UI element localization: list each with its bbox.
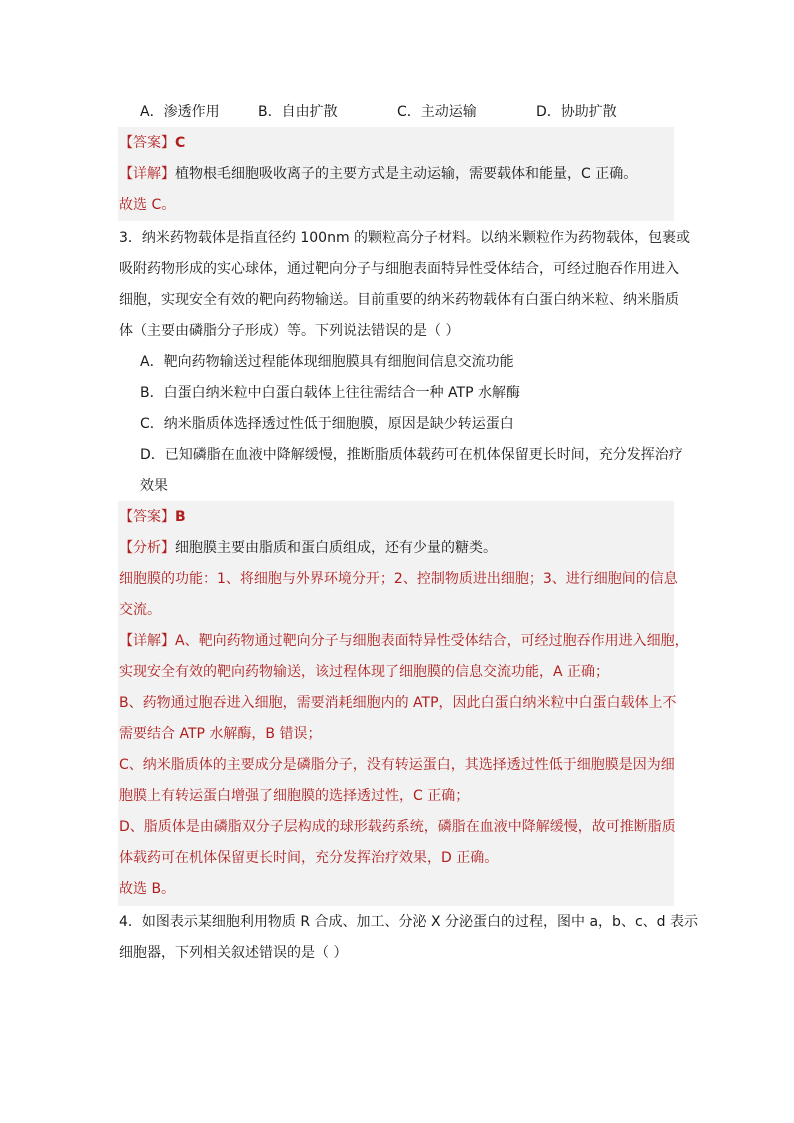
q4-stem-line: 细胞器，下列相关叙述错误的是（ ）	[119, 945, 348, 961]
answer-tag: 【答案】	[119, 135, 175, 151]
q3-option-b: B．白蛋白纳米粒中白蛋白载体上往往需结合一种 ATP 水解酶	[140, 385, 520, 401]
q3-option-c: C．纳米脂质体选择透过性低于细胞膜，原因是缺少转运蛋白	[140, 416, 514, 432]
q2-conclusion: 故选 C。	[119, 197, 176, 213]
detail-text: A、靶向药物通过靶向分子与细胞表面特异性受体结合，可经过胞吞作用进入细胞，	[175, 633, 689, 649]
q4-stem-line: 4．如图表示某细胞利用物质 R 合成、加工、分泌 X 分泌蛋白的过程，图中 a，b、c、d 表示	[119, 914, 698, 930]
q3-detail-line: 需要结合 ATP 水解酶，B 错误；	[119, 726, 322, 742]
q3-detail-line: D、脂质体是由磷脂双分子层构成的球形载药系统，磷脂在血液中降解缓慢，故可推断脂质	[119, 819, 676, 835]
q3-answer-line	[119, 507, 186, 527]
q2-option-a: A．渗透作用	[140, 104, 220, 120]
q3-stem-line: 3．纳米药物载体是指直径约 100nm 的颗粒高分子材料。以纳米颗粒作为药物载体，包裹或	[119, 230, 691, 246]
detail-tag: 【详解】	[119, 633, 175, 649]
q3-detail-line	[119, 631, 689, 651]
q3-analysis-line	[119, 538, 497, 558]
q3-stem-line: 细胞，实现安全有效的靶向药物输送。目前重要的纳米药物载体有白蛋白纳米粒、纳米脂质	[119, 292, 679, 308]
q3-detail-line: C、纳米脂质体的主要成分是磷脂分子，没有转运蛋白，其选择透过性低于细胞膜是因为细	[119, 757, 675, 773]
q3-detail-line: 体载药可在机体保留更长时间，充分发挥治疗效果，D 正确。	[119, 850, 499, 866]
analysis-text: 细胞膜主要由脂质和蛋白质组成，还有少量的糖类。	[175, 540, 497, 556]
q3-option-d: D．已知磷脂在血液中降解缓慢，推断脂质体载药可在机体保留更长时间，充分发挥治疗	[140, 447, 683, 463]
q3-detail-line: 胞膜上有转运蛋白增强了细胞膜的选择透过性，C 正确；	[119, 788, 470, 804]
q3-function-line: 交流。	[119, 602, 161, 618]
q3-detail-line: 实现安全有效的靶向药物输送，该过程体现了细胞膜的信息交流功能，A 正确；	[119, 664, 610, 680]
analysis-tag: 【分析】	[119, 540, 175, 556]
q3-conclusion: 故选 B。	[119, 881, 176, 897]
answer-value: C	[175, 135, 186, 151]
q3-stem-line: 体（主要由磷脂分子形成）等。下列说法错误的是（ ）	[119, 323, 460, 339]
q3-option-d-cont: 效果	[140, 478, 168, 494]
q3-option-a: A．靶向药物输送过程能体现细胞膜具有细胞间信息交流功能	[140, 354, 514, 370]
q2-answer-line	[119, 133, 185, 153]
q2-detail-line	[119, 164, 637, 184]
q3-function-line: 细胞膜的功能：1、将细胞与外界环境分开；2、控制物质进出细胞；3、进行细胞间的信息	[119, 571, 678, 587]
answer-tag: 【答案】	[119, 509, 175, 525]
q3-stem-line: 吸附药物形成的实心球体，通过靶向分子与细胞表面特异性受体结合，可经过胞吞作用进入	[119, 261, 679, 277]
detail-tag: 【详解】	[119, 166, 175, 182]
q2-option-d: D．协助扩散	[536, 104, 617, 120]
detail-text: 植物根毛细胞吸收离子的主要方式是主动运输，需要载体和能量，C 正确。	[175, 166, 638, 182]
q3-detail-line: B、药物通过胞吞进入细胞，需要消耗细胞内的 ATP，因此白蛋白纳米粒中白蛋白载体上不	[119, 695, 677, 711]
q2-option-b: B．自由扩散	[258, 104, 338, 120]
q2-option-c: C．主动运输	[397, 104, 477, 120]
answer-value: B	[175, 509, 186, 525]
